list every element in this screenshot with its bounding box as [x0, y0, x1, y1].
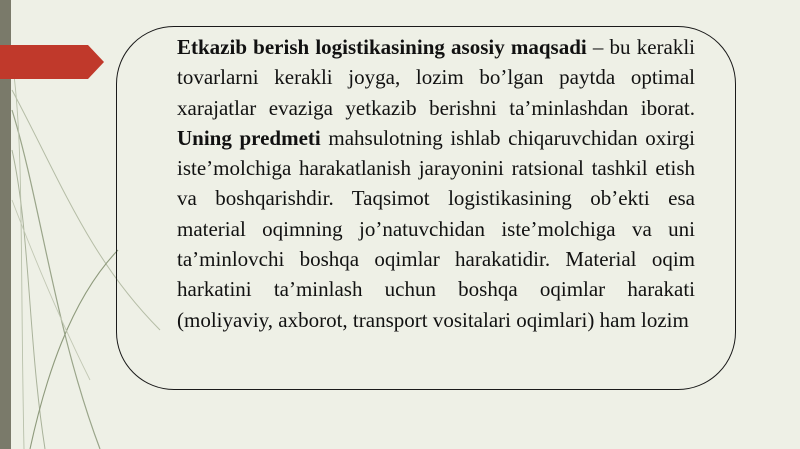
term-delivery-goal: Etkazib berish logistikasining asosiy maqsadi [177, 35, 587, 59]
paragraph-text-part-2: mahsulotning ishlab chiqaruvchidan oxirgi iste’molchiga harakatlanish jarayonini ratsional tashkil etish va boshqarishdir. Taqsimot logistikasining ob’ekti esa material oqimning jo’natuvchidan iste’molchiga va uni ta’minlovchi boshqa oqimlar harakatidir. Material oqim harkatini ta’minlash uchun boshqa oqimlar harakati (moliyaviy, axborot, transport vositalari oqimlari) ham lozim [177, 125, 695, 332]
term-subject: Uning predmeti [177, 125, 321, 150]
red-arrow-shape [0, 45, 104, 79]
paragraph-text-part-1: – bu kerakli tovarlarni kerakli joyga, lozim bo’lgan paytda optimal xarajatlar evaziga yetkazib berishni ta’minlashdan iborat. [177, 35, 696, 120]
main-paragraph [177, 32, 695, 335]
